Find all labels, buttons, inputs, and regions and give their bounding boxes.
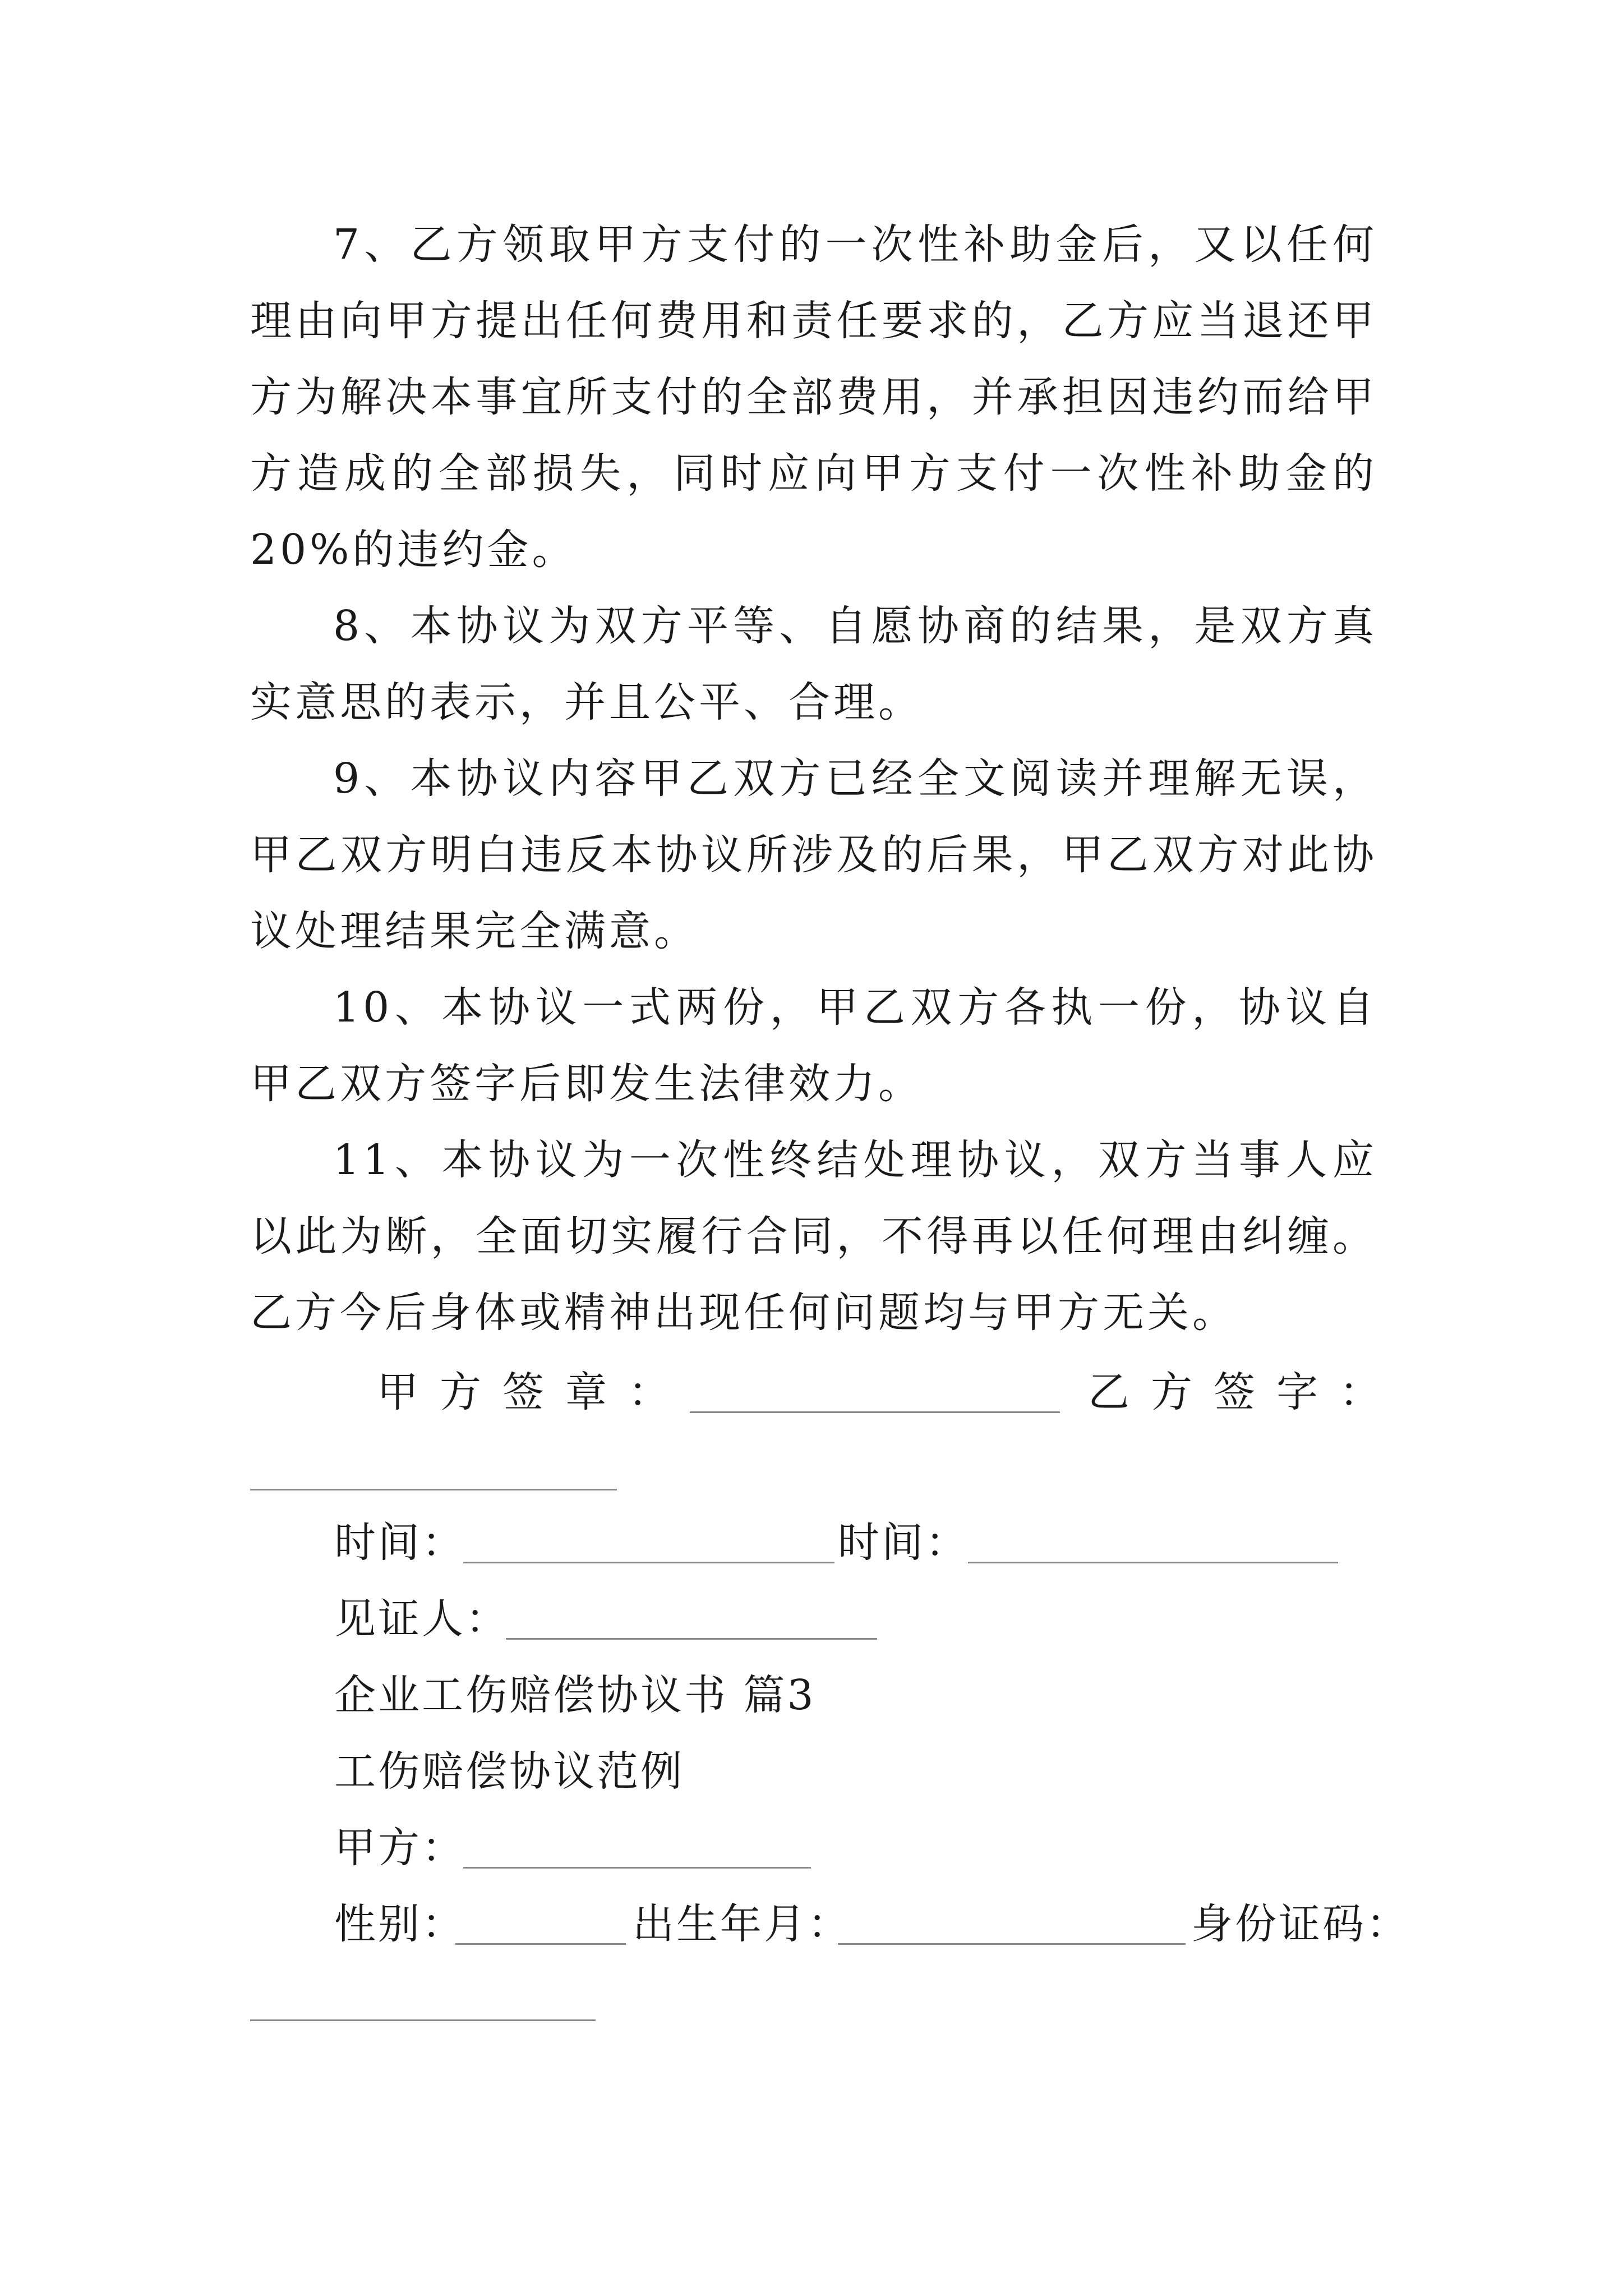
clause-8: 8、本协议为双方平等、自愿协商的结果，是双方真实意思的表示，并且公平、合理。 — [250, 602, 1377, 726]
party-a-signature-blank[interactable] — [690, 1372, 1060, 1413]
time-label-a: 时间： — [334, 1519, 465, 1567]
party-a-label: 甲方： — [334, 1824, 465, 1872]
id-number-blank[interactable] — [250, 1980, 596, 2021]
clause-7: 7、乙方领取甲方支付的一次性补助金后，又以任何理由向甲方提出任何费用和责任要求的，乙方应当退还甲方为解决本事宜所支付的全部费用，并承担因违约而给甲方造成的全部损失，同时应向甲方支付一次性补助金的20%的违约金。 — [250, 220, 1377, 574]
gender-blank[interactable] — [455, 1904, 626, 1945]
witness-label: 见证人： — [334, 1595, 509, 1643]
time-label-b: 时间： — [838, 1519, 969, 1567]
birth-blank[interactable] — [838, 1904, 1186, 1945]
id-label: 身份证码： — [1191, 1900, 1410, 1948]
clause-10: 10、本协议一式两份，甲乙双方各执一份，协议自甲乙双方签字后即发生法律效力。 — [250, 983, 1377, 1108]
section-heading: 企业工伤赔偿协议书 篇3 — [334, 1671, 816, 1719]
time-blank-b[interactable] — [968, 1522, 1338, 1563]
clause-9: 9、本协议内容甲乙双方已经全文阅读并理解无误，甲乙双方明白违反本协议所涉及的后果，甲乙双方对此协议处理结果完全满意。 — [250, 754, 1377, 955]
party-a-signature-label: 甲方签章： — [377, 1368, 691, 1416]
birth-label: 出生年月： — [633, 1900, 851, 1948]
gender-label: 性别： — [334, 1900, 465, 1948]
party-a-name-blank[interactable] — [463, 1828, 811, 1869]
party-b-signature-label: 乙方签字： — [1088, 1368, 1402, 1416]
witness-blank[interactable] — [506, 1599, 877, 1640]
party-b-signature-blank[interactable] — [250, 1450, 617, 1490]
clause-11: 11、本协议为一次性终结处理协议，双方当事人应以此为断，全面切实履行合同，不得再以任何理由纠缠。乙方今后身体或精神出现任何问题均与甲方无关。 — [250, 1136, 1377, 1337]
section-subtitle: 工伤赔偿协议范例 — [334, 1747, 684, 1796]
time-blank-a[interactable] — [463, 1522, 834, 1563]
